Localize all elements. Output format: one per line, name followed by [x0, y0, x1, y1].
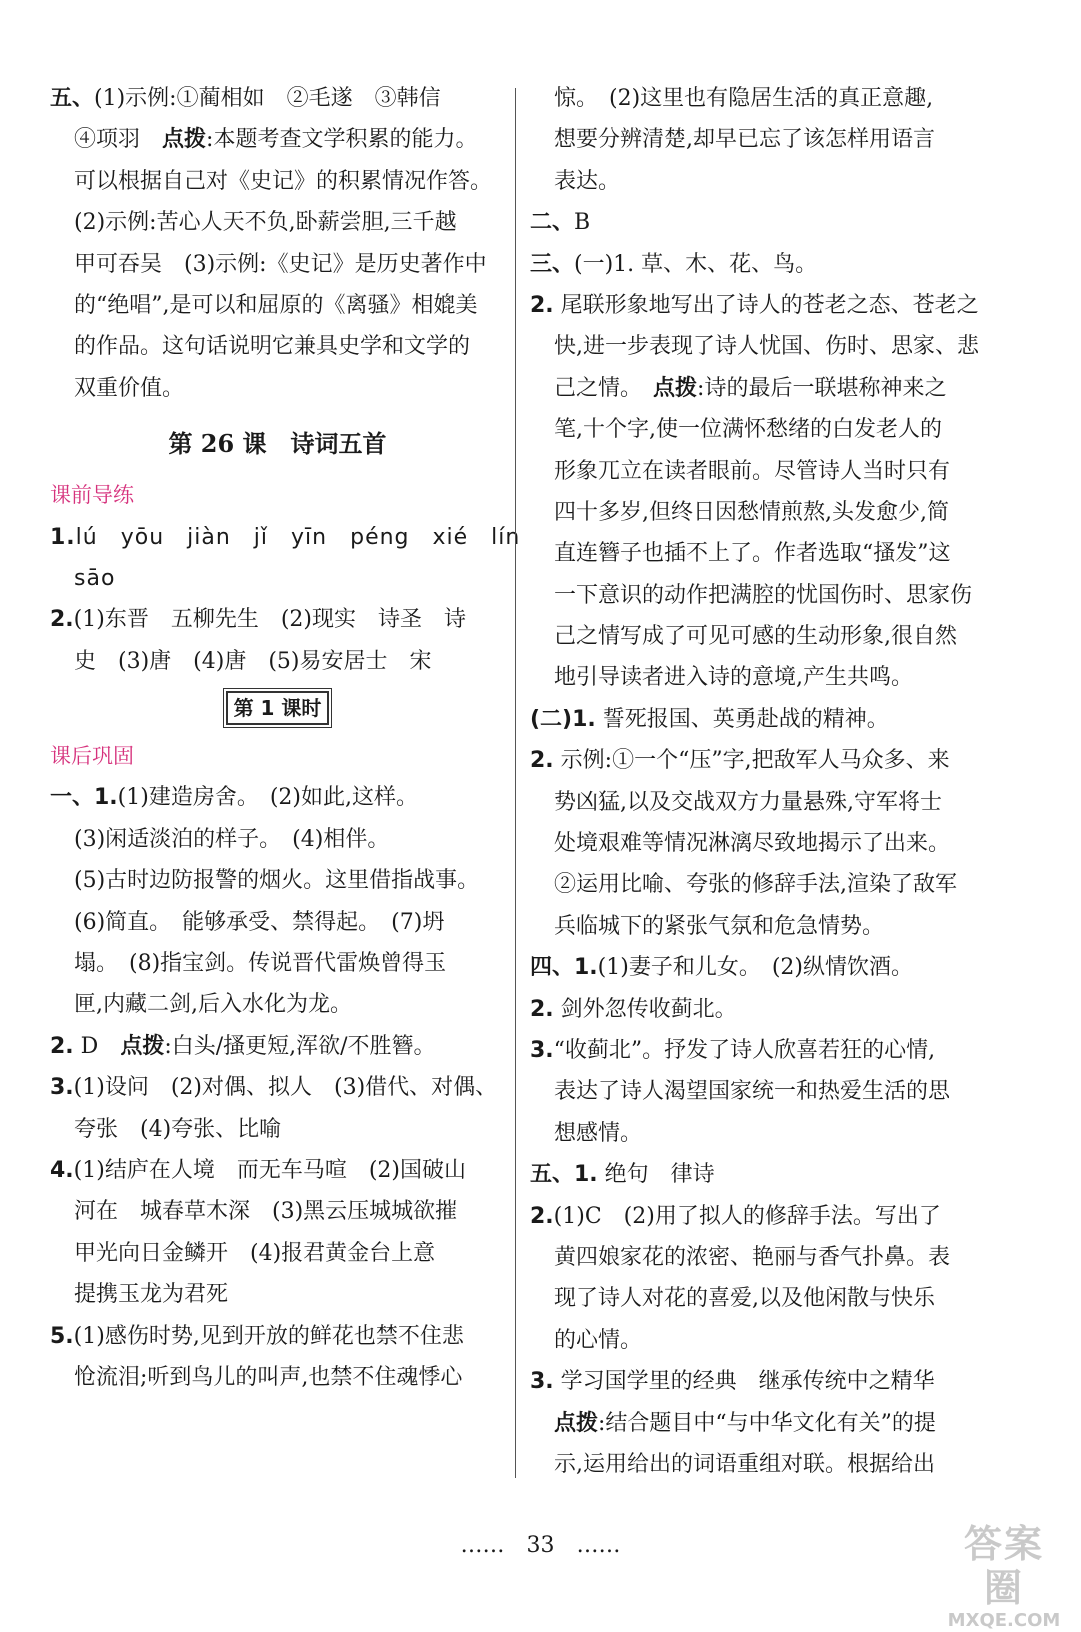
- text-line: 3.“收蓟北”。抒发了诗人欣喜若狂的心情,: [530, 1037, 936, 1063]
- text-line: 3.(1)设问 (2)对偶、拟人 (3)借代、对偶、: [50, 1075, 498, 1101]
- text-line: 想感情。: [554, 1120, 643, 1146]
- text-line: 塌。 (8)指宝剑。传说晋代雷焕曾得玉: [74, 951, 447, 977]
- text-line: 的作品。这句话说明它兼具史学和文学的: [74, 334, 471, 360]
- watermark-text: 答案圈: [963, 1522, 1044, 1610]
- left-top-answers: [50, 78, 505, 409]
- text-line: 2. 剑外忽传收蓟北。: [530, 996, 737, 1022]
- left-bottom-answers: [50, 777, 505, 1398]
- text-line: 5.(1)感伤时势,见到开放的鲜花也禁不住悲: [50, 1323, 464, 1349]
- text-line: ②运用比喻、夸张的修辞手法,渲染了敌军: [554, 872, 957, 898]
- section-heading-post: 课后巩固: [50, 744, 134, 769]
- text-line: 2.(1)C (2)用了拟人的修辞手法。写出了: [530, 1203, 941, 1229]
- text-line: 3. 学习国学里的经典 继承传统中之精华: [530, 1369, 935, 1395]
- text-line: 甲可吞吴 (3)示例:《史记》是历史著作中: [74, 251, 487, 277]
- period-label: 第 1 课时: [50, 682, 505, 736]
- text-line: 想要分辨清楚,却早已忘了该怎样用语言: [554, 127, 935, 153]
- text-line: 势凶猛,以及交战双方力量悬殊,守军将士: [554, 789, 942, 815]
- text-line: (2)示例:苦心人天不负,卧薪尝胆,三千越: [74, 210, 457, 236]
- text-line: 的心情。: [554, 1327, 643, 1353]
- text-line: (5)古时边防报警的烟火。这里借指战事。: [74, 868, 480, 894]
- left-column: [50, 78, 521, 1398]
- page-number: …… 33 ……: [460, 1533, 621, 1558]
- text-line: 示,运用给出的词语重组对联。根据给出: [554, 1451, 935, 1477]
- watermark-logo: [945, 1522, 1063, 1631]
- text-line: 五、(1)示例:①蔺相如 ②毛遂 ③韩信: [50, 86, 441, 111]
- text-line: 双重价值。: [74, 375, 185, 401]
- pinyin-line: sāo: [74, 565, 116, 591]
- text-line: 的“绝唱”,是可以和屈原的《离骚》相媲美: [74, 292, 478, 318]
- text-line: 2. D 点拨:白头/搔更短,浑欲/不胜簪。: [50, 1033, 436, 1059]
- text-line: 惊。 (2)这里也有隐居生活的真正意趣,: [554, 86, 934, 111]
- text-line: 形象兀立在读者眼前。尽管诗人当时只有: [554, 458, 951, 484]
- text-line: 夸张 (4)夸张、比喻: [74, 1116, 282, 1142]
- text-line: 2. 示例:①一个“压”字,把敌军人马众多、来: [530, 748, 950, 774]
- text-line: 河在 城春草木深 (3)黑云压城城欲摧: [74, 1199, 458, 1225]
- text-line: 提携玉龙为君死: [74, 1282, 229, 1308]
- text-line: 4.(1)结庐在人境 而无车马喧 (2)国破山: [50, 1157, 466, 1183]
- text-line: 一下意识的动作把满腔的忧国伤时、思家伤: [554, 582, 973, 608]
- text-line: 现了诗人对花的喜爱,以及他闲散与快乐: [554, 1286, 935, 1312]
- text-line: 黄四娘家花的浓密、艳丽与香气扑鼻。表: [554, 1244, 951, 1270]
- text-line: (二)1. 誓死报国、英勇赴战的精神。: [530, 706, 889, 732]
- text-line: 兵临城下的紧张气氛和危急情势。: [554, 913, 885, 939]
- section-heading-pre: 课前导练: [50, 483, 134, 508]
- text-line: 四十多岁,但终日因愁情煎熬,头发愈少,简: [554, 499, 949, 525]
- text-line: 四、1.(1)妻子和儿女。 (2)纵情饮酒。: [530, 955, 913, 981]
- text-line: ④项羽 点拨:本题考查文学积累的能力。: [74, 127, 478, 153]
- pinyin-line: 1.lú yōu jiàn jǐ yīn péng xié lín: [50, 524, 521, 550]
- text-line: 笔,十个字,使一位满怀愁绪的白发老人的: [554, 417, 942, 443]
- text-line: 可以根据自己对《史记》的积累情况作答。: [74, 168, 493, 194]
- text-line: (3)闲适淡泊的样子。 (4)相伴。: [74, 826, 390, 852]
- text-line: 史 (3)唐 (4)唐 (5)易安居士 宋: [74, 648, 432, 674]
- text-line: 匣,内藏二剑,后入水化为龙。: [74, 992, 352, 1018]
- text-line: 点拨:结合题目中“与中华文化有关”的提: [554, 1410, 936, 1436]
- right-column: [530, 78, 985, 1485]
- text-line: 直连簪子也插不上了。作者选取“搔发”这: [554, 541, 951, 567]
- text-line: 表达了诗人渴望国家统一和热爱生活的思: [554, 1079, 951, 1105]
- text-line: 甲光向日金鳞开 (4)报君黄金台上意: [74, 1240, 436, 1266]
- text-line: 快,进一步表现了诗人忧国、伤时、思家、悲: [554, 334, 979, 360]
- text-line: 地引导读者进入诗的意境,产生共鸣。: [554, 665, 913, 691]
- text-line: 三、(一)1. 草、木、花、鸟。: [530, 251, 818, 277]
- text-line: 2. 尾联形象地写出了诗人的苍老之态、苍老之: [530, 292, 979, 318]
- text-line: 五、1. 绝句 律诗: [530, 1162, 715, 1188]
- text-line: 2.(1)东晋 五柳先生 (2)现实 诗圣 诗: [50, 607, 466, 633]
- text-line: 处境艰难等情况淋漓尽致地揭示了出来。: [554, 831, 951, 857]
- text-line: 一、1.(1)建造房舍。 (2)如此,这样。: [50, 785, 418, 811]
- watermark-domain: MXQE.COM: [947, 1610, 1061, 1631]
- text-line: 己之情。 点拨:诗的最后一联堪称神来之: [554, 375, 947, 401]
- text-line: (6)简直。 能够承受、禁得起。 (7)坍: [74, 909, 445, 935]
- column-divider: [515, 88, 516, 1478]
- text-line: 表达。: [554, 168, 621, 194]
- text-line: 己之情写成了可见可感的生动形象,很自然: [554, 624, 957, 650]
- text-line: 怆流泪;听到鸟儿的叫声,也禁不住魂悸心: [74, 1364, 463, 1390]
- text-line: 二、B: [530, 210, 591, 236]
- lesson-title: 第 26 课 诗词五首: [168, 429, 387, 459]
